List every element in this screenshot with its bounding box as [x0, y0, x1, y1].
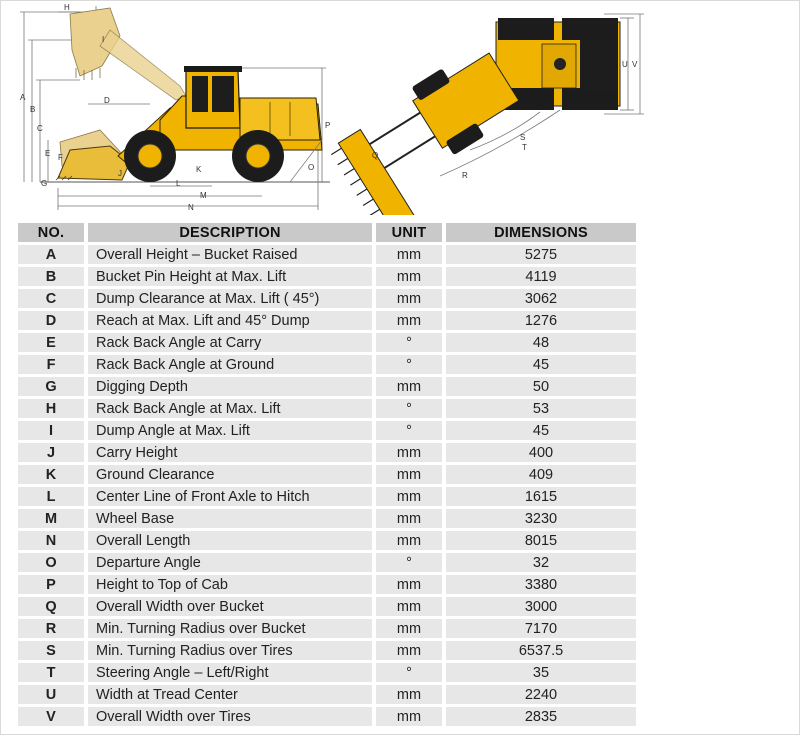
- row-dimension: 4119: [442, 267, 636, 286]
- table-row: [18, 311, 636, 330]
- row-description: Center Line of Front Axle to Hitch: [84, 487, 372, 506]
- row-description: Overall Width over Bucket: [84, 597, 372, 616]
- row-description: Rack Back Angle at Ground: [84, 355, 372, 374]
- diagram-label-p: P: [325, 121, 331, 130]
- row-description: Carry Height: [84, 443, 372, 462]
- row-dimension: 3380: [442, 575, 636, 594]
- row-unit: mm: [372, 311, 442, 330]
- diagram-label-q: Q: [372, 151, 379, 160]
- row-description: Overall Height – Bucket Raised: [84, 245, 372, 264]
- row-unit: mm: [372, 619, 442, 638]
- row-description: Reach at Max. Lift and 45° Dump: [84, 311, 372, 330]
- diagram-label-d: D: [104, 96, 110, 105]
- row-dimension: 3062: [442, 289, 636, 308]
- row-no: F: [18, 355, 84, 374]
- header-no: NO.: [18, 223, 84, 242]
- row-description: Min. Turning Radius over Bucket: [84, 619, 372, 638]
- row-unit: °: [372, 333, 442, 352]
- row-no: L: [18, 487, 84, 506]
- row-description: Ground Clearance: [84, 465, 372, 484]
- row-no: O: [18, 553, 84, 572]
- table-row: [18, 685, 636, 704]
- row-description: Dump Angle at Max. Lift: [84, 421, 372, 440]
- row-description: Overall Length: [84, 531, 372, 550]
- row-description: Width at Tread Center: [84, 685, 372, 704]
- row-dimension: 48: [442, 333, 636, 352]
- row-dimension: 6537.5: [442, 641, 636, 660]
- table-row: [18, 575, 636, 594]
- diagram-label-r: R: [462, 171, 468, 180]
- diagram-label-b: B: [30, 105, 36, 114]
- row-dimension: 2240: [442, 685, 636, 704]
- row-no: U: [18, 685, 84, 704]
- row-no: S: [18, 641, 84, 660]
- row-no: D: [18, 311, 84, 330]
- diagram-label-t: T: [522, 143, 527, 152]
- row-no: V: [18, 707, 84, 726]
- loader-dimension-diagram: [0, 0, 800, 215]
- diagram-label-c: C: [37, 124, 43, 133]
- table-header-row: [18, 223, 636, 242]
- table-row: [18, 509, 636, 528]
- table-row: [18, 663, 636, 682]
- row-no: I: [18, 421, 84, 440]
- row-no: P: [18, 575, 84, 594]
- row-dimension: 35: [442, 663, 636, 682]
- row-unit: mm: [372, 597, 442, 616]
- table-body: [18, 245, 636, 726]
- table-row: [18, 267, 636, 286]
- row-description: Dump Clearance at Max. Lift ( 45°): [84, 289, 372, 308]
- table-row: [18, 289, 636, 308]
- table-row: [18, 333, 636, 352]
- row-description: Departure Angle: [84, 553, 372, 572]
- spec-table: [18, 220, 636, 729]
- diagram-label-s: S: [520, 133, 526, 142]
- row-no: R: [18, 619, 84, 638]
- table-row: [18, 245, 636, 264]
- row-dimension: 45: [442, 421, 636, 440]
- table-row: [18, 597, 636, 616]
- diagram-label-n: N: [188, 203, 194, 212]
- row-no: Q: [18, 597, 84, 616]
- row-no: B: [18, 267, 84, 286]
- row-unit: °: [372, 553, 442, 572]
- row-unit: mm: [372, 707, 442, 726]
- diagram-label-u: U: [622, 60, 628, 69]
- diagram-label-h: H: [64, 3, 70, 12]
- row-no: M: [18, 509, 84, 528]
- row-unit: mm: [372, 443, 442, 462]
- row-unit: mm: [372, 245, 442, 264]
- header-dimensions: DIMENSIONS: [442, 223, 636, 242]
- row-no: T: [18, 663, 84, 682]
- diagram-label-k: K: [196, 165, 202, 174]
- row-dimension: 3000: [442, 597, 636, 616]
- table-row: [18, 487, 636, 506]
- row-unit: mm: [372, 267, 442, 286]
- row-dimension: 32: [442, 553, 636, 572]
- row-dimension: 7170: [442, 619, 636, 638]
- diagram-label-v: V: [632, 60, 638, 69]
- row-unit: mm: [372, 575, 442, 594]
- row-no: G: [18, 377, 84, 396]
- row-dimension: 3230: [442, 509, 636, 528]
- header-unit: UNIT: [372, 223, 442, 242]
- diagram-label-e: E: [45, 149, 51, 158]
- row-unit: mm: [372, 531, 442, 550]
- row-dimension: 8015: [442, 531, 636, 550]
- diagram-label-o: O: [308, 163, 315, 172]
- table-row: [18, 531, 636, 550]
- table-row: [18, 619, 636, 638]
- table-row: [18, 641, 636, 660]
- table-row: [18, 399, 636, 418]
- table-row: [18, 553, 636, 572]
- diagram-label-l: L: [176, 179, 181, 188]
- row-dimension: 45: [442, 355, 636, 374]
- row-description: Height to Top of Cab: [84, 575, 372, 594]
- table-row: [18, 465, 636, 484]
- diagram-label-g: G: [41, 179, 48, 188]
- row-unit: °: [372, 355, 442, 374]
- row-description: Digging Depth: [84, 377, 372, 396]
- row-no: A: [18, 245, 84, 264]
- row-dimension: 409: [442, 465, 636, 484]
- side-view-drawing: [20, 6, 330, 210]
- row-unit: mm: [372, 641, 442, 660]
- row-description: Min. Turning Radius over Tires: [84, 641, 372, 660]
- header-description: DESCRIPTION: [84, 223, 372, 242]
- row-unit: °: [372, 399, 442, 418]
- row-unit: °: [372, 421, 442, 440]
- row-unit: mm: [372, 509, 442, 528]
- row-unit: mm: [372, 465, 442, 484]
- row-dimension: 2835: [442, 707, 636, 726]
- row-dimension: 50: [442, 377, 636, 396]
- row-unit: mm: [372, 487, 442, 506]
- diagram-label-j: J: [118, 169, 122, 178]
- row-unit: °: [372, 663, 442, 682]
- diagram-label-a: A: [20, 93, 26, 102]
- row-dimension: 400: [442, 443, 636, 462]
- table-row: [18, 707, 636, 726]
- diagram-label-i: I: [102, 35, 105, 44]
- diagram-label-f: F: [58, 153, 63, 162]
- row-description: Wheel Base: [84, 509, 372, 528]
- row-description: Overall Width over Tires: [84, 707, 372, 726]
- row-no: K: [18, 465, 84, 484]
- row-no: E: [18, 333, 84, 352]
- row-description: Steering Angle – Left/Right: [84, 663, 372, 682]
- row-no: J: [18, 443, 84, 462]
- table-row: [18, 421, 636, 440]
- row-dimension: 1615: [442, 487, 636, 506]
- row-description: Rack Back Angle at Carry: [84, 333, 372, 352]
- top-view-drawing: [328, 14, 644, 215]
- row-unit: mm: [372, 685, 442, 704]
- row-description: Rack Back Angle at Max. Lift: [84, 399, 372, 418]
- table-row: [18, 377, 636, 396]
- row-dimension: 5275: [442, 245, 636, 264]
- row-unit: mm: [372, 289, 442, 308]
- table-row: [18, 355, 636, 374]
- row-dimension: 53: [442, 399, 636, 418]
- row-unit: mm: [372, 377, 442, 396]
- table-row: [18, 443, 636, 462]
- row-dimension: 1276: [442, 311, 636, 330]
- row-description: Bucket Pin Height at Max. Lift: [84, 267, 372, 286]
- row-no: C: [18, 289, 84, 308]
- row-no: N: [18, 531, 84, 550]
- row-no: H: [18, 399, 84, 418]
- diagram-label-m: M: [200, 191, 207, 200]
